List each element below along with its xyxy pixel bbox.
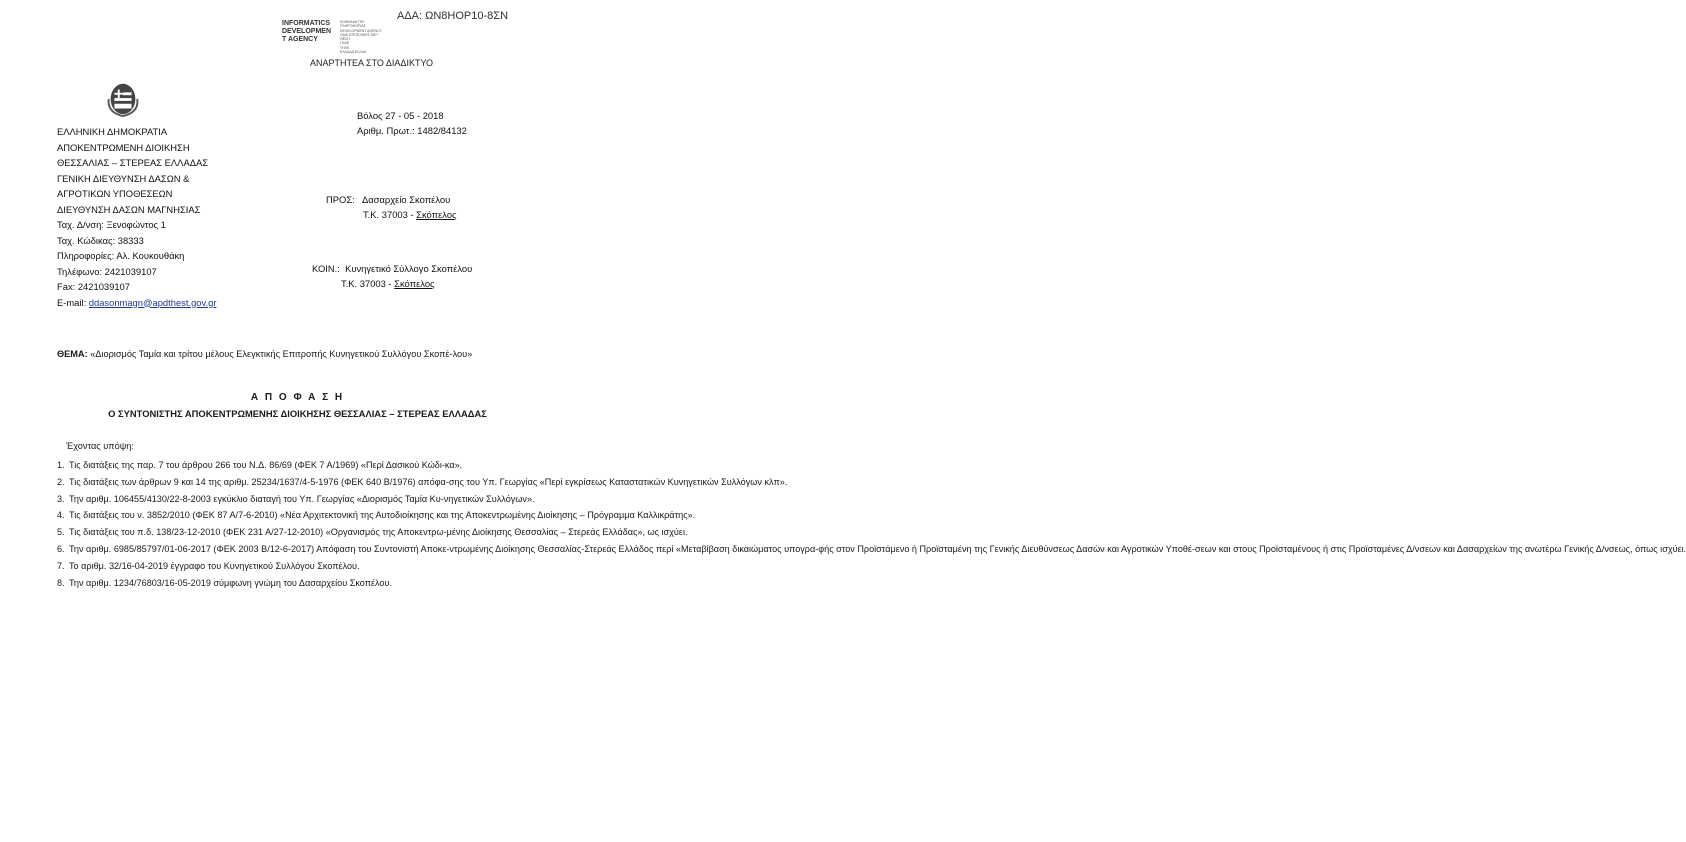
header-line: Πληροφορίες: Αλ. Κουκουθάκη — [57, 250, 185, 261]
cc-label: ΚΟΙΝ.: — [312, 263, 340, 274]
recipient-tk: Τ.Κ. 37003 - — [363, 209, 414, 220]
item-number: 8. — [57, 577, 65, 588]
item-text: Την αριθμ. 6985/85797/01-06-2017 (ΦΕΚ 2003 Β/12-6-2017) Απόφαση του Συντονιστή Αποκε-ντρωμένης Διοίκησης Θεσσαλίας-Στερεάς Ελλάδος περί «Μεταβίβαση δικαιώματος υπογρα-φής στον Προϊστάμενο ή Προϊσταμένη της Γενικής Διευθύνσεως Δασών και Αγροτικών Υποθέ-σεων και στους Προϊσταμένους ή στις Προϊσταμένες Δ/νσεων και Δασαρχείων της ανωτέρω Γενικής Δ/νσεως, όπως ισχύει. — [69, 543, 1686, 554]
email-link[interactable]: ddasonmagn@apdthest.gov.gr — [88, 296, 217, 308]
logo-line: INFORMATICS — [282, 20, 331, 27]
item-text: Τις διατάξεις του ν. 3852/2010 (ΦΕΚ 87 Α/7-6-2010) «Νέα Αρχιτεκτονική της Αυτοδιοίκησης και της Αποκεντρωμένης Διοίκησης – Πρόγραμμα Καλλικράτης». — [69, 510, 696, 521]
item-number: 3. — [57, 493, 65, 504]
item-text: Το αριθμ. 32/16-04-2019 έγγραφο του Κυνηγετικού Συλλόγου Σκοπέλου. — [69, 560, 360, 571]
cc-address — [312, 276, 472, 291]
decision-subtitle: Ο ΣΥΝΤΟΝΙΣΤΗΣ ΑΠΟΚΕΝΤΡΩΜΕΝΗΣ ΔΙΟΙΚΗΣΗΣ ΘΕΣΣΑΛΙΑΣ – ΣΤΕΡΕΑΣ ΕΛΛΑΔΑΣ — [108, 408, 487, 419]
list-item — [57, 458, 549, 473]
logo-small-line: ΟΔΙΚ ΕΠΙΤΕΛΙΚΕΣ ΜΕΤ — [340, 32, 379, 37]
header-line: Fax: 2421039107 — [57, 281, 130, 292]
logo-small-line: ΕΛΛΑΔΑ ΕΛΛΑΔ — [340, 50, 367, 55]
cc-tk: Τ.Κ. 37003 - — [341, 278, 392, 289]
item-number: 6. — [57, 543, 65, 554]
date-block — [357, 108, 467, 138]
ada-code: ΑΔΑ: ΩΝ8ΗΟΡ10-8ΣΝ — [397, 10, 509, 22]
item-number: 7. — [57, 560, 65, 571]
recipient-name: Δασαρχείο Σκοπέλου — [362, 194, 451, 205]
logo-small-line: ΠΛΗΡΟΦΟΡΙΑΣ — [340, 24, 366, 29]
header-line: Ταχ. Δ/νση: Ξενοφώντος 1 — [57, 219, 166, 230]
list-item — [57, 542, 1686, 557]
list-item — [57, 475, 788, 490]
logo-small-line: DEVELOPMENT AGENCY — [340, 28, 382, 33]
considerations-list — [57, 458, 1686, 592]
item-text: Την αριθμ. 106455/4130/22-8-2003 εγκύκλιο διαταγή του Υπ. Γεωργίας «Διορισμός Ταμία Κυ-νηγετικών Συλλόγων». — [69, 493, 535, 504]
recipient-address — [326, 207, 457, 222]
logo-small-line: ΚΟΙΝΩΝΙΑ ΤΗΣ — [340, 20, 365, 24]
subject-line — [57, 347, 547, 362]
subject-label: ΘΕΜΑ: — [57, 349, 88, 359]
recipient-label: ΠΡΟΣ: — [326, 194, 355, 205]
recipient-line — [326, 192, 457, 207]
having-considered-label: Έχοντας υπόψη: — [66, 441, 134, 451]
header-line: ΘΕΣΣΑΛΙΑΣ – ΣΤΕΡΕΑΣ ΕΛΛΑΔΑΣ — [57, 157, 209, 168]
list-item — [57, 525, 688, 540]
cc-name: Κυνηγετικό Σύλλογο Σκοπέλου — [345, 263, 473, 274]
header-line: ΑΠΟΚΕΝΤΡΩΜΕΝΗ ΔΙΟΙΚΗΣΗ — [57, 141, 190, 153]
logo-line: DEVELOPMEN — [282, 28, 332, 35]
recipient-block — [326, 192, 457, 222]
subject-text: «Διορισμός Ταμία και τρίτου μέλους Ελεγκτικής Επιτροπής Κυνηγετικού Συλλόγου Σκοπέ-λου» — [90, 349, 473, 359]
logo-small-line: ΘΕΣΗ — [340, 37, 350, 42]
item-text: Την αριθμ. 1234/76803/16-05-2019 σύμφωνη γνώμη του Δασαρχείου Σκοπέλου. — [69, 577, 392, 588]
header-line: ΕΛΛΗΝΙΚΗ ΔΗΜΟΚΡΑΤΙΑ — [57, 126, 168, 137]
item-number: 2. — [57, 476, 65, 487]
logo-small-line: ΓΗΑΕ — [340, 41, 350, 46]
list-item — [57, 508, 696, 523]
cc-line — [312, 261, 472, 276]
recipient-place: Σκόπελος — [416, 209, 457, 220]
cc-block — [312, 261, 472, 291]
list-item — [57, 492, 549, 507]
item-text: Τις διατάξεις της παρ. 7 του άρθρου 266 του Ν.Δ. 86/69 (ΦΕΚ 7 Α/1969) «Περί Δασικού Κώδι-κα». — [69, 460, 463, 470]
posted-online-notice: ΑΝΑΡΤΗΤΕΑ ΣΤΟ ΔΙΑΔΙΚΤΥΟ — [310, 58, 433, 68]
header-line: ΓΕΝΙΚΗ ΔΙΕΥΘΥΝΣΗ ΔΑΣΩΝ & — [57, 172, 190, 184]
protocol-number: Αριθμ. Πρωτ.: 1482/84132 — [357, 125, 467, 136]
header-line: Τηλέφωνο: 2421039107 — [57, 265, 157, 277]
agency-logo-small-text — [340, 20, 382, 54]
list-item — [57, 576, 549, 591]
agency-logo-text — [282, 20, 331, 44]
header-line: Ταχ. Κώδικας: 38333 — [57, 234, 144, 246]
list-item — [57, 559, 549, 574]
header-line: ΔΙΕΥΘΥΝΣΗ ΔΑΣΩΝ ΜΑΓΝΗΣΙΑΣ — [57, 203, 201, 215]
email-label: E-mail: — [57, 296, 89, 308]
item-text: Τις διατάξεις του π.δ. 138/23-12-2010 (ΦΕΚ 231 Α/27-12-2010) «Οργανισμός της Αποκεντρω-μένης Διοίκησης Θεσσαλίας – Στερεάς Ελλάδας», ως ισχύει. — [69, 527, 688, 538]
decision-title: Α Π Ο Φ Α Σ Η — [250, 392, 345, 403]
sender-header — [57, 124, 297, 310]
item-text: Τις διατάξεις των άρθρων 9 και 14 της αριθμ. 25234/1637/4-5-1976 (ΦΕΚ 640 Β/1976) απόφα-σης του Υπ. Γεωργίας «Περί εγκρίσεως Καταστατικών Κυνηγετικών Συλλόγων κλπ». — [69, 476, 788, 487]
email-line — [57, 295, 297, 311]
document-date: Βόλος 27 - 05 - 2018 — [357, 110, 444, 121]
item-number: 5. — [57, 527, 65, 538]
item-number: 4. — [57, 510, 65, 521]
logo-line: T AGENCY — [282, 36, 318, 43]
cc-place: Σκόπελος — [394, 278, 435, 289]
logo-small-line: ΤΗΛΕ — [340, 45, 350, 50]
greek-emblem-icon — [104, 80, 142, 118]
item-number: 1. — [57, 460, 65, 470]
header-line: ΑΓΡΟΤΙΚΩΝ ΥΠΟΘΕΣΕΩΝ — [57, 188, 173, 199]
